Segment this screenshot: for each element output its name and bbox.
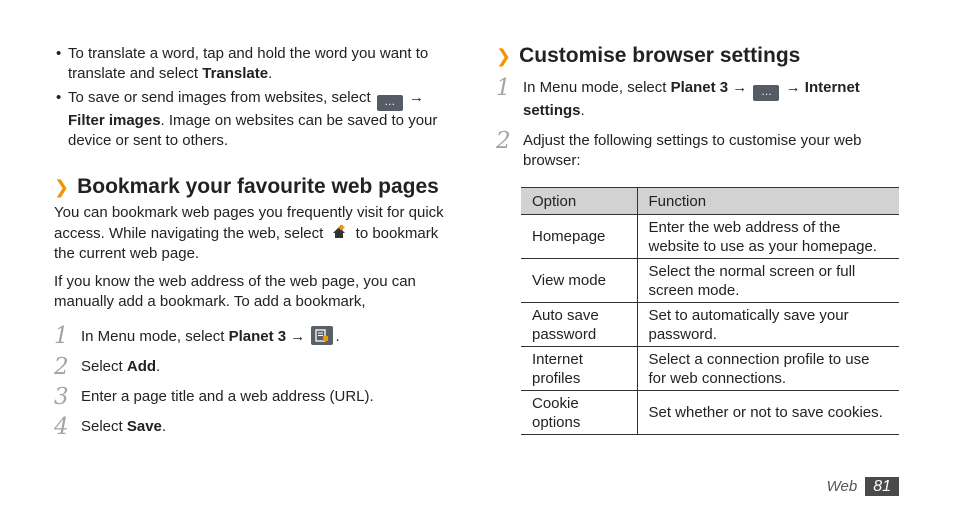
list-item: • To save or send images from websites, select … → Filter images. Image on websites can be saved to your device or sent to others. [54,88,462,151]
header-function: Function [637,188,899,215]
footer-section-label: Web [826,478,858,495]
more-options-icon: … [753,85,779,101]
table-header-row [521,188,899,215]
paragraph: If you know the web address of the web page, you can manually add a bookmark. To add a bookmark, [54,273,416,310]
list-item: 2 Adjust the following settings to customise your web browser: [496,128,862,169]
list-item: 1 In Menu mode, select Planet 3 → … → Internet settings. [496,75,860,119]
list-item: 3 Enter a page title and a web address (URL). [54,384,374,410]
list-item: 4 Select Save. [54,414,167,440]
filter-images-label: Filter images [68,112,161,129]
chevron-right-icon: ❯ [496,46,512,66]
translate-label: Translate [202,65,269,82]
header-option: Option [521,188,637,215]
table-row: Internet profiles Select a connection profile to use for web connections. [521,347,899,391]
page-number: 81 [865,477,899,496]
table-row: Auto save password Set to automatically save your password. [521,303,899,347]
settings-table [521,187,899,435]
table-row: Cookie options Set whether or not to save cookies. [521,391,899,435]
left-column [54,44,462,440]
tips-list [54,44,462,151]
section-heading-bookmark: ❯ Bookmark your favourite web pages [54,175,439,198]
paragraph: You can bookmark web pages you frequently visit for quick access. While navigating the web, select to bookmark the current web page. [54,204,444,262]
right-column [496,44,900,435]
page-menu-icon [311,326,333,345]
list-item: 2 Select Add. [54,354,161,380]
more-options-icon: … [377,95,403,111]
bookmark-add-icon [328,223,350,241]
settings-steps [496,75,900,171]
bookmark-steps [54,323,462,440]
section-heading-browser-settings: ❯ Customise browser settings [496,44,801,67]
page-footer [827,477,899,496]
chevron-right-icon: ❯ [54,177,70,197]
list-item: • To translate a word, tap and hold the word you want to translate and select Translate. [54,44,462,84]
table-row: View mode Select the normal screen or full screen mode. [521,259,899,303]
table-row: Homepage Enter the web address of the website to use as your homepage. [521,215,899,259]
list-item: 1 In Menu mode, select Planet 3 → . [54,323,340,349]
